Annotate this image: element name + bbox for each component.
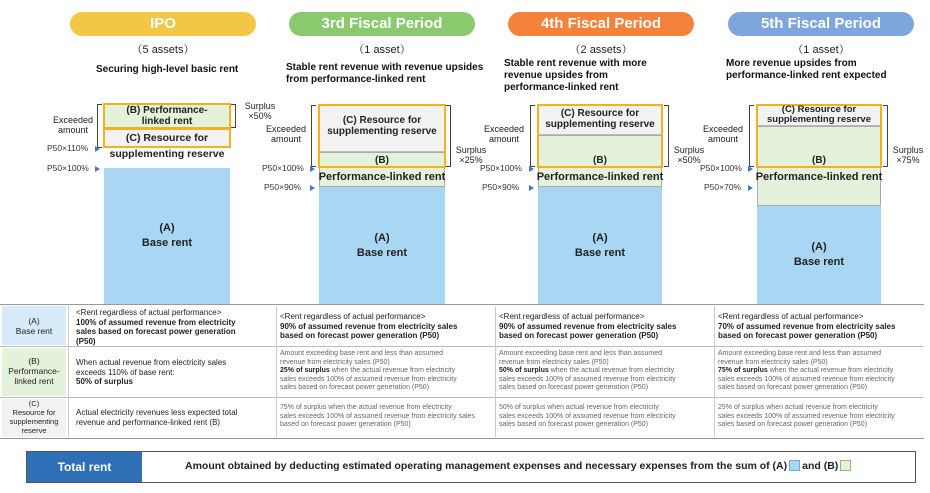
cell-line: Amount exceeding base rent and less than assumed: [280, 350, 444, 357]
cell-line: sales based on forecast power generation (P50): [499, 421, 649, 428]
ipo-cell-c: [76, 408, 274, 427]
footer-label: Total rent: [27, 452, 142, 482]
subtitle-4th: Stable rent revenue with more revenue upsides from performance-linked rent: [504, 58, 647, 93]
pct-90-4th: P50×90%: [482, 182, 520, 192]
resv-label-3rd: [319, 115, 445, 137]
base-rent-name: Base rent: [356, 246, 408, 259]
cell-line: when the actual revenue from electricity: [329, 367, 456, 374]
cell-line: sales exceeds 100% of assumed revenue from electricity: [718, 412, 895, 420]
cell-line: 70% of assumed revenue from electricity sales: [718, 321, 896, 331]
perf-name-5th: Performance-linked rent: [755, 171, 883, 183]
col-divider: [714, 306, 715, 437]
cell-bold: 25% of surplus: [280, 367, 330, 374]
resv-label-2: supplementing reserve: [545, 119, 655, 130]
assets-3rd: （1 asset）: [353, 44, 411, 56]
exceeded-word: Exceeded: [52, 115, 94, 125]
subtitle-5th: More revenue upsides from performance-linked rent expected: [726, 58, 887, 81]
base-rent-code: (A): [592, 231, 608, 244]
cell-line: revenue and performance-linked rent (B): [76, 417, 221, 427]
surplus-pct: ×50%: [677, 155, 701, 165]
surplus-ipo: [243, 101, 277, 121]
cell-line: Actual electricity revenues less expected total: [76, 408, 238, 417]
pct-100-ipo: P50×100%: [47, 163, 89, 173]
rowhead-c-name-3: reserve: [21, 426, 47, 435]
exceeded-5th: [700, 124, 746, 144]
exceeded-word: Exceeded: [702, 124, 744, 134]
exceeded-3rd: [263, 124, 309, 144]
cell-line: based on forecast power generation (P50): [718, 331, 878, 340]
cell-bold: 75% of surplus: [718, 367, 768, 374]
pct-110-ipo: P50×110%: [47, 143, 89, 153]
p3-cell-a: [280, 312, 492, 341]
cell-line: sales based on forecast power generation (P50): [718, 384, 868, 391]
resv-label-5th: [757, 105, 881, 125]
cell-line: (P50): [76, 336, 96, 346]
perf-short-label: (B) Performance-: [126, 105, 208, 116]
rowhead-b-name: Performance-: [8, 366, 60, 376]
rowhead-a-name: Base rent: [15, 326, 53, 336]
cell-line: sales based on forecast power generation (P50): [718, 421, 868, 428]
resv-label: (C) Resource for: [560, 108, 640, 119]
amount-word: amount: [270, 134, 302, 144]
base-rent-code: (A): [811, 241, 827, 253]
cell-line: when the actual revenue from electricity: [548, 367, 675, 374]
cell-line: based on forecast power generation (P50): [499, 331, 659, 340]
cell-line: <Rent regardless of actual performance>: [718, 312, 864, 321]
base-rent-block-5th: [757, 206, 881, 304]
subtitle-ipo: Securing high-level basic rent: [96, 64, 239, 75]
base-rent-block-ipo: [104, 168, 230, 304]
p5-cell-a: [718, 312, 926, 341]
surplus-5th: [891, 145, 925, 165]
perf-name-4th: Performance-linked rent: [536, 171, 664, 183]
assets-ipo: （5 assets）: [131, 44, 195, 56]
perf-name-3rd: Performance-linked rent: [318, 171, 446, 183]
surplus-pct: ×25%: [459, 155, 483, 165]
p3-cell-c: [280, 404, 492, 430]
cell-line: sales exceeds 100% of assumed revenue from electricity: [280, 375, 457, 383]
resv-label-4th: [538, 108, 662, 130]
exceeded-bracket-5th: [749, 105, 754, 167]
cell-line: revenue from electricity sales (P50): [499, 358, 609, 366]
perf-short-label-2: linked rent: [141, 116, 193, 127]
subtitle-3rd: Stable rent revenue with revenue upsides from performance-linked rent: [286, 62, 484, 85]
p3-cell-b: [280, 350, 492, 393]
pct-100-4th: P50×100%: [480, 163, 522, 173]
amount-word: amount: [57, 125, 89, 135]
cell-line: sales based on forecast power generation: [76, 327, 236, 336]
cell-line: based on forecast power generation (P50): [280, 421, 411, 428]
cell-line: <Rent regardless of actual performance>: [499, 312, 645, 321]
cell-line: sales exceeds 100% of assumed revenue from electricity: [499, 412, 676, 420]
rowhead-c-code: (C): [28, 399, 40, 408]
exceeded-word: Exceeded: [483, 124, 525, 134]
exceeded-4th: [481, 124, 527, 144]
period-pill-4th: 4th Fiscal Period: [508, 12, 694, 36]
surplus-pct: ×75%: [896, 155, 920, 165]
surplus-bracket-3rd: [446, 105, 451, 167]
arrow-icon: [748, 166, 753, 172]
row-divider-2: [0, 397, 924, 398]
pct-100-3rd: P50×100%: [262, 163, 304, 173]
cell-line: 100% of assumed revenue from electricity: [76, 317, 236, 327]
amount-word: amount: [707, 134, 739, 144]
cell-line: revenue from electricity sales (P50): [280, 358, 390, 366]
surplus-bracket-ipo: [231, 104, 236, 128]
cell-line: based on forecast power generation (P50): [280, 331, 440, 340]
cell-line: 90% of assumed revenue from electricity sales: [499, 321, 677, 331]
p4-cell-c: [499, 404, 711, 430]
pct-100-5th: P50×100%: [700, 163, 742, 173]
footer-text-and: and (B): [802, 460, 839, 472]
cell-line: exceeds 110% of base rent:: [76, 367, 175, 377]
surplus-word: Surplus: [673, 145, 705, 155]
cell-line: 50% of surplus when actual revenue from electricity: [499, 404, 659, 411]
col-divider: [276, 306, 277, 437]
exceeded-bracket-3rd: [311, 105, 316, 167]
cell-line: <Rent regardless of actual performance>: [76, 308, 222, 317]
surplus-4th: [672, 145, 706, 165]
surplus-word: Surplus: [892, 145, 924, 155]
perf-swatch-icon: [840, 460, 851, 471]
rowhead-b: [2, 356, 66, 386]
cell-line: sales exceeds 100% of assumed revenue from electricity sales: [280, 412, 475, 420]
arrow-icon: [529, 166, 534, 172]
assets-4th: （2 assets）: [569, 44, 633, 56]
cell-line: 25% of surplus when actual revenue from electricity: [718, 404, 878, 411]
perf-code-5th: (B): [812, 155, 826, 166]
rowhead-c: [2, 399, 66, 435]
base-rent-code: (A): [159, 222, 175, 234]
perf-code-3rd: (B): [375, 155, 389, 166]
base-swatch-icon: [789, 460, 800, 471]
cell-line: Amount exceeding base rent and less than assumed: [499, 350, 663, 357]
cell-bold: 50% of surplus: [499, 367, 549, 374]
arrow-icon: [310, 185, 315, 191]
footer-text: [185, 460, 853, 472]
p4-cell-b: [499, 350, 711, 393]
row-divider-1: [0, 346, 924, 347]
table-bottom-line: [0, 438, 924, 439]
base-rent-name: Base rent: [793, 256, 845, 268]
arrow-icon: [748, 185, 753, 191]
cell-line: sales based on forecast power generation (P50): [499, 384, 649, 391]
cell-line: 75% of surplus when the actual revenue from electricity: [280, 404, 452, 411]
assets-5th: （1 asset）: [792, 44, 850, 56]
rowhead-c-name: Resource for: [12, 408, 56, 417]
arrow-icon: [95, 146, 100, 152]
period-pill-ipo: IPO: [70, 12, 256, 36]
arrow-icon: [529, 185, 534, 191]
amount-word: amount: [488, 134, 520, 144]
cell-line: sales exceeds 100% of assumed revenue from electricity: [499, 375, 676, 383]
col-divider: [495, 306, 496, 437]
cell-line: revenue from electricity sales (P50): [718, 358, 828, 366]
surplus-word: Surplus: [455, 145, 487, 155]
surplus-pct: ×50%: [248, 111, 272, 121]
cell-line: sales based on forecast power generation (P50): [280, 384, 430, 391]
cell-line: when the actual revenue from electricity: [767, 367, 894, 374]
cell-line: When actual revenue from electricity sales: [76, 358, 227, 367]
resv-label-2: supplementing reserve: [327, 126, 437, 137]
rowhead-b-code: (B): [28, 356, 40, 366]
surplus-bracket-4th: [664, 105, 669, 167]
table-top-line: [0, 304, 924, 305]
resv-label-2: supplementing reserve: [766, 114, 871, 125]
pct-90-3rd: P50×90%: [264, 182, 302, 192]
perf-label-ipo: [104, 105, 230, 127]
arrow-icon: [310, 166, 315, 172]
period-pill-3rd: 3rd Fiscal Period: [289, 12, 475, 36]
surplus-3rd: [454, 145, 488, 165]
base-rent-name: Base rent: [574, 246, 626, 259]
surplus-word: Surplus: [244, 101, 276, 111]
rowhead-b-name-2: linked rent: [14, 376, 54, 386]
resv-label-ipo: (C) Resource for: [125, 132, 209, 144]
cell-line: Amount exceeding base rent and less than assumed: [718, 350, 882, 357]
base-rent-block-3rd: [319, 187, 445, 304]
base-rent-name: Base rent: [141, 237, 193, 249]
period-pill-5th: 5th Fiscal Period: [728, 12, 914, 36]
perf-code-4th: (B): [593, 155, 607, 166]
base-rent-block-4th: [538, 187, 662, 304]
footer-text-main: Amount obtained by deducting estimated operating management expenses and necessary expenses from the sum of (A): [185, 460, 788, 472]
resv-label-ipo-2: supplementing reserve: [109, 148, 225, 160]
resv-label: (C) Resource for: [781, 104, 857, 115]
cell-line: <Rent regardless of actual performance>: [280, 312, 426, 321]
rowhead-a-code: (A): [28, 316, 40, 326]
pct-70-5th: P50×70%: [704, 182, 742, 192]
base-rent-code: (A): [374, 231, 390, 244]
ipo-cell-a: [76, 308, 274, 346]
resv-label: (C) Resource for: [342, 115, 422, 126]
surplus-bracket-5th: [883, 105, 888, 167]
rowhead-a: [2, 316, 66, 336]
exceeded-word: Exceeded: [265, 124, 307, 134]
cell-line: 50% of surplus: [76, 377, 133, 386]
p5-cell-c: [718, 404, 926, 430]
cell-line: 90% of assumed revenue from electricity sales: [280, 321, 458, 331]
p5-cell-b: [718, 350, 926, 393]
rowhead-c-name-2: supplementing: [9, 417, 59, 426]
exceeded-bracket-4th: [530, 105, 535, 167]
p4-cell-a: [499, 312, 711, 341]
exceeded-bracket-ipo: [97, 104, 102, 148]
ipo-cell-b: [76, 358, 274, 387]
arrow-icon: [95, 166, 100, 172]
col-divider: [68, 306, 69, 437]
exceeded-ipo: [50, 115, 96, 135]
cell-line: sales exceeds 100% of assumed revenue from electricity: [718, 375, 895, 383]
